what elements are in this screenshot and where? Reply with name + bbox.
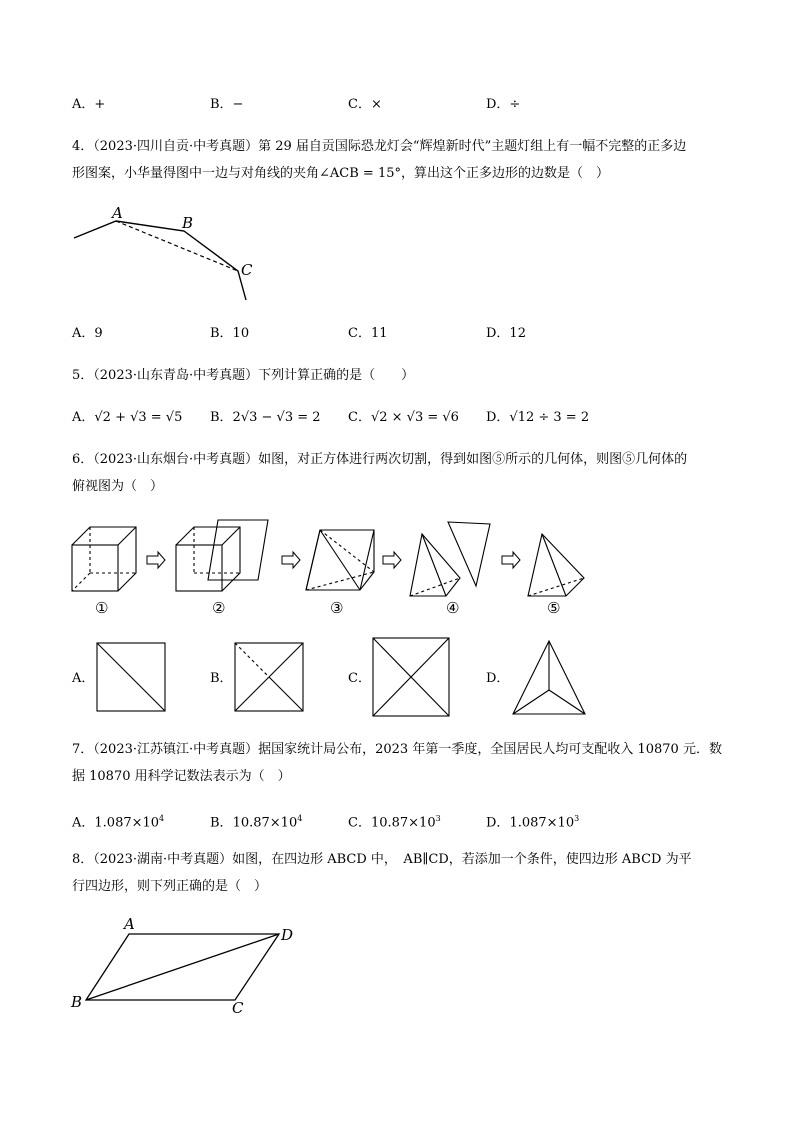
q8-label-d: D — [281, 926, 294, 944]
q3-option-a: A．+ — [72, 97, 106, 112]
q6-step-label-5: ⑤ — [547, 599, 561, 617]
q6-option-a-label: A． — [72, 671, 95, 686]
q3-option-c: C．× — [348, 97, 382, 112]
q5-option-a: A．√2 + √3 = √5 — [72, 410, 183, 425]
q6-step-label-4: ④ — [446, 599, 460, 617]
q4-label-c: C — [241, 261, 253, 279]
q7-option-c: C．$10.87\times 10^3$ — [348, 814, 441, 831]
q3-option-b: B．− — [210, 97, 244, 112]
q8-stem-line2: 行四边形，则下列正确的是（ ） — [72, 879, 268, 894]
q6-option-c-label: C． — [348, 671, 371, 686]
q4-stem-line1: 4．（2023·四川自贡·中考真题）第 29 届自贡国际恐龙灯会“辉煌新时代”主题灯组上有一幅不完整的正多边 — [72, 139, 687, 154]
q7-option-a: A．$1.087\times 10^4$ — [72, 814, 165, 831]
q4-option-d: D．12 — [486, 326, 526, 341]
q4-option-c: C．11 — [348, 326, 388, 341]
q8-label-a: A — [124, 915, 135, 933]
q5-option-c: C．√2 × √3 = √6 — [348, 410, 459, 425]
q6-option-b-label: B． — [210, 671, 233, 686]
q7-stem-line2: 据 10870 用科学记数法表示为（ ） — [72, 769, 291, 784]
q4-option-a: A．9 — [72, 326, 103, 341]
q5-option-d: D．√12 ÷ 3 = 2 — [486, 410, 590, 425]
q7-stem-line1: 7．（2023·江苏镇江·中考真题）据国家统计局公布，2023 年第一季度，全国居民人均可支配收入 10870 元．数 — [72, 742, 722, 757]
q3-option-d: D．÷ — [486, 97, 521, 112]
q4-option-b: B．10 — [210, 326, 250, 341]
q8-label-c: C — [232, 999, 244, 1017]
q6-step-label-2: ② — [212, 599, 226, 617]
q7-option-b: B．$10.87\times 10^4$ — [210, 814, 303, 831]
q8-stem-line1: 8．（2023·湖南·中考真题）如图，在四边形 ABCD 中， AB∥CD，若添加一个条件，使四边形 ABCD 为平 — [72, 852, 692, 867]
q6-stem-line1: 6．（2023·山东烟台·中考真题）如图，对正方体进行两次切割，得到如图⑤所示的几何体，则图⑤几何体的 — [72, 452, 688, 467]
q4-label-a: A — [112, 204, 123, 222]
q5-stem: 5．（2023·山东青岛·中考真题）下列计算正确的是（ ） — [72, 368, 415, 383]
q8-label-b: B — [71, 993, 83, 1011]
q8-diagonal-bd — [86, 934, 279, 1000]
q4-label-b: B — [182, 214, 194, 232]
q6-option-d-label: D． — [486, 671, 510, 686]
q6-step-label-3: ③ — [330, 599, 344, 617]
q7-option-d: D．$1.087\times 10^3$ — [486, 814, 580, 831]
q6-stem-line2: 俯视图为（ ） — [72, 479, 164, 494]
q4-stem-line2: 形图案，小华量得图中一边与对角线的夹角∠ACB = 15°，算出这个正多边形的边数是（ ） — [72, 166, 609, 181]
q6-step-label-1: ① — [95, 599, 109, 617]
q5-option-b: B．2√3 − √3 = 2 — [210, 410, 321, 425]
